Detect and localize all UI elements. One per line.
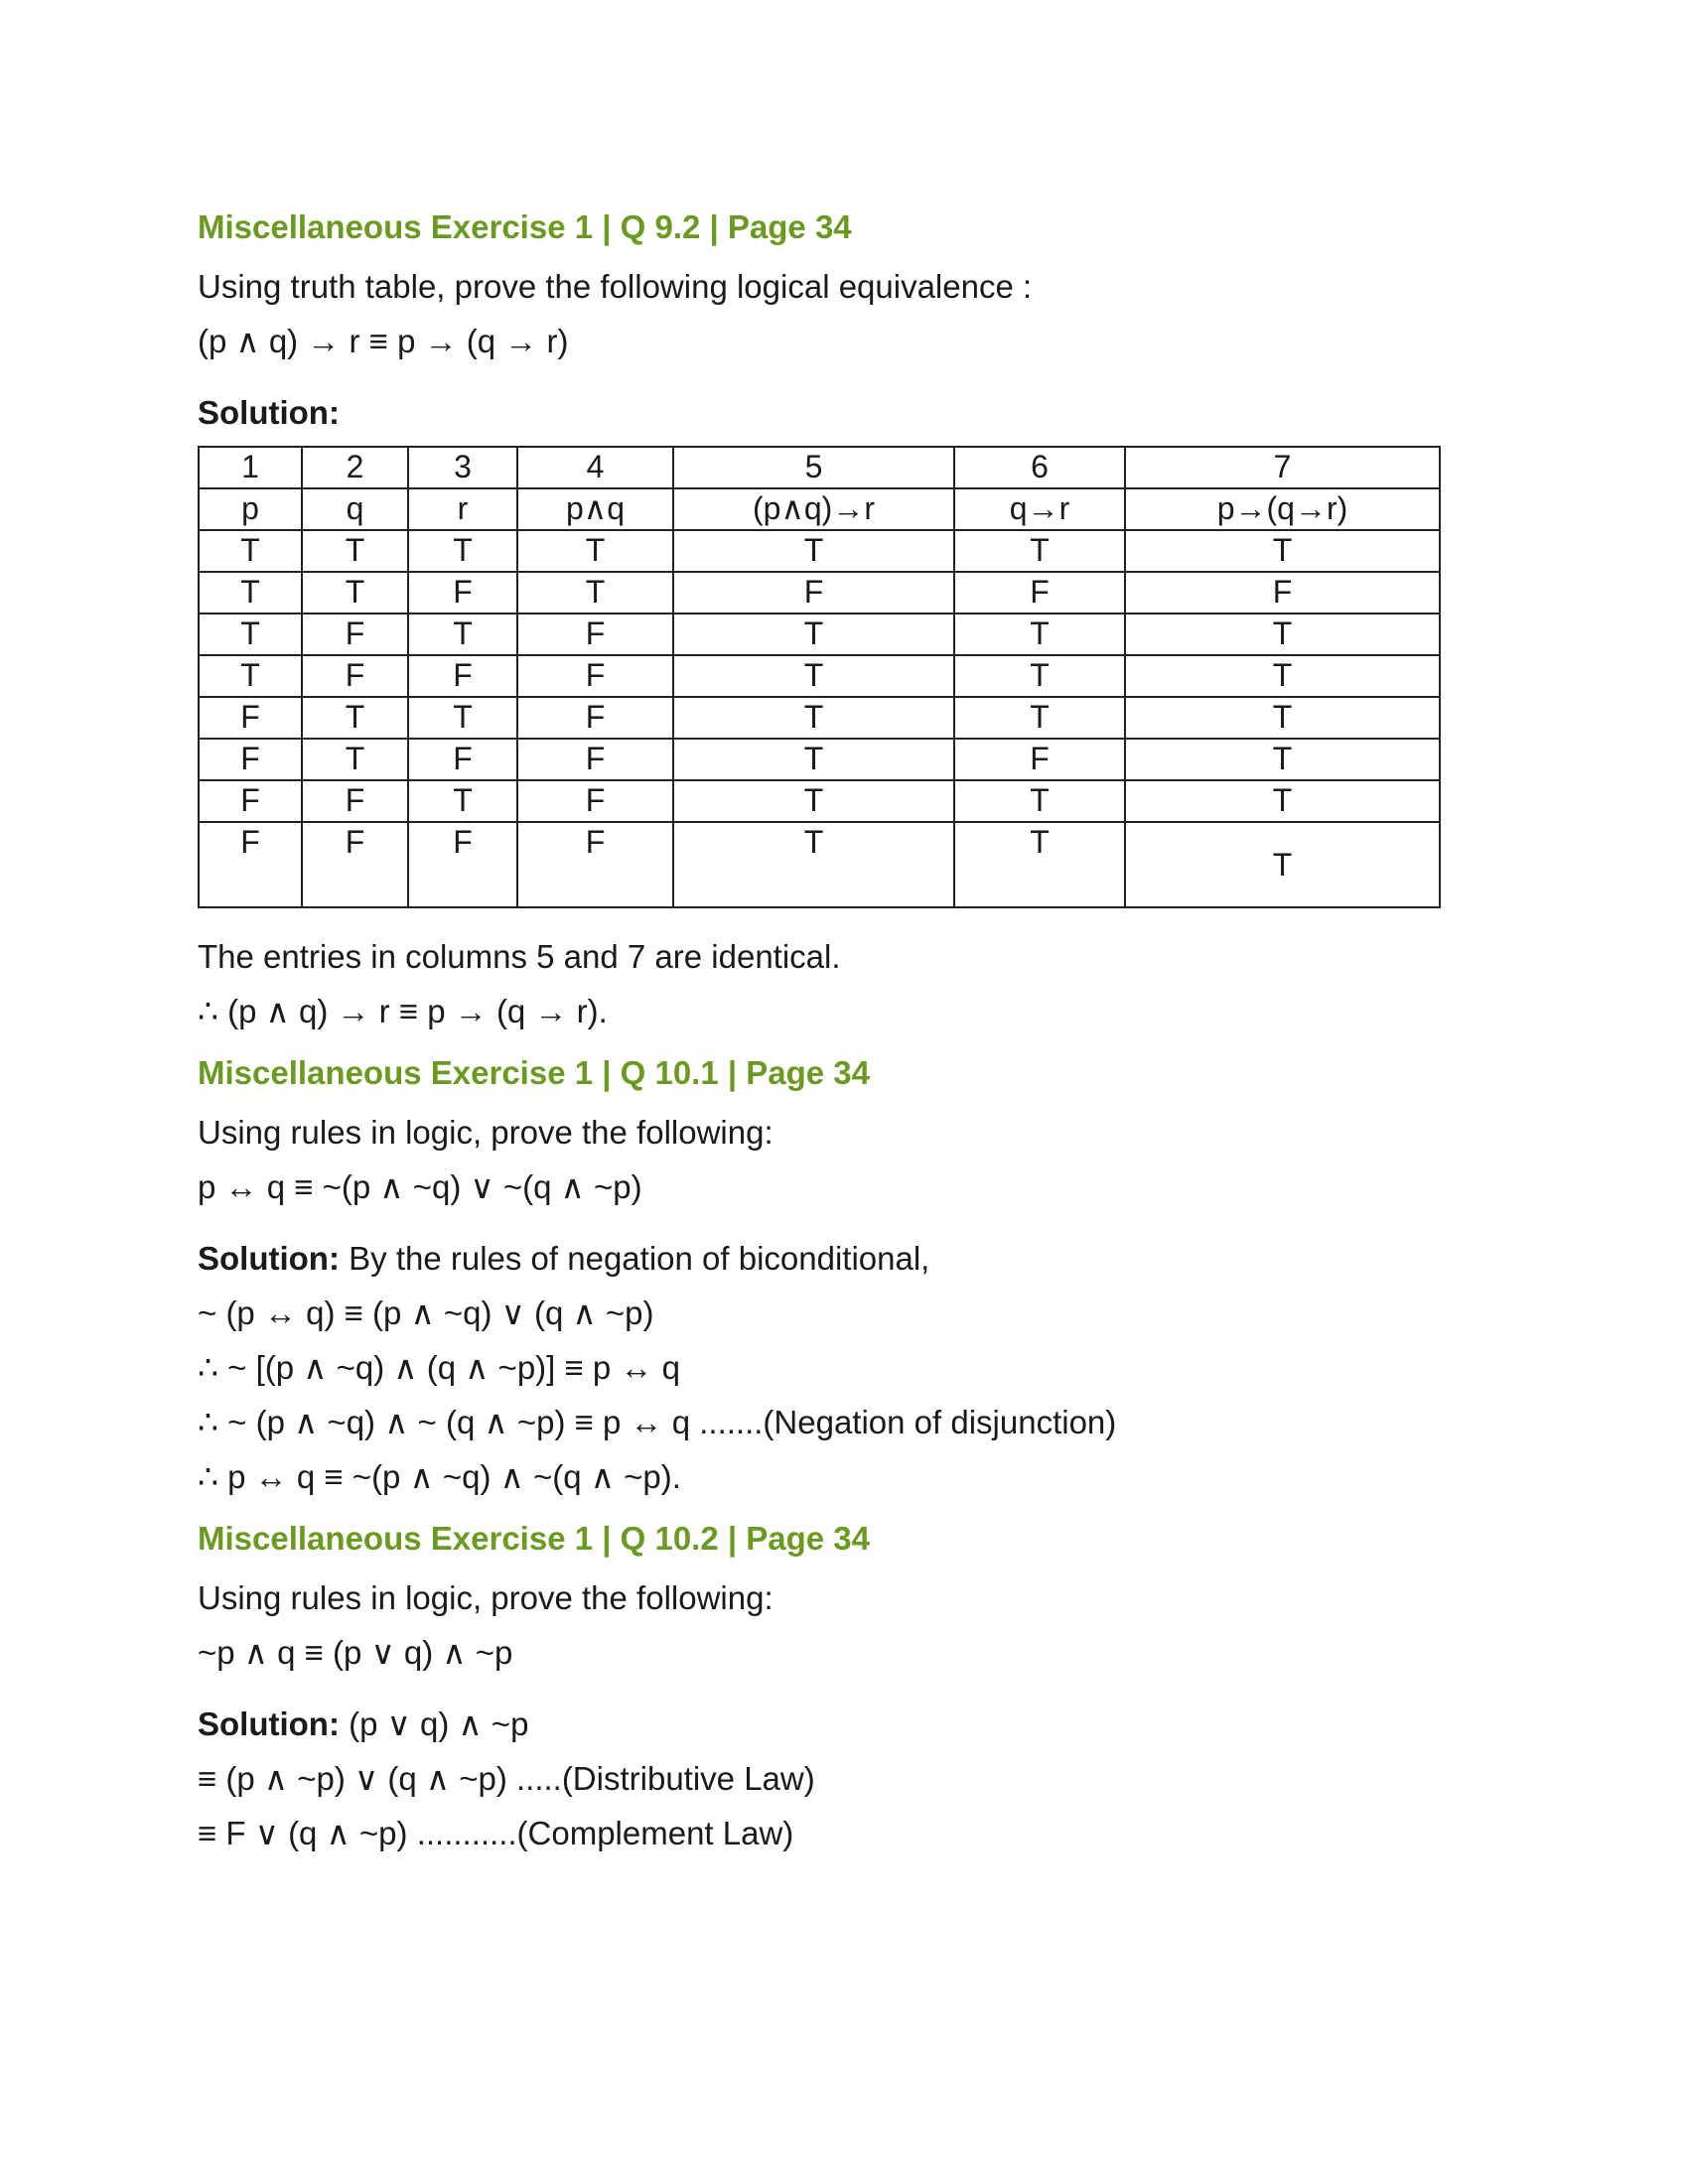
table-cell: F xyxy=(517,739,673,780)
table-cell: T xyxy=(302,530,408,572)
table-row xyxy=(199,572,1440,614)
column-header: q→r xyxy=(954,488,1125,530)
table-cell: T xyxy=(199,655,302,697)
table-cell: F xyxy=(302,780,408,822)
table-cell: T xyxy=(1125,530,1440,572)
table-cell: F xyxy=(302,655,408,697)
table-cell: F xyxy=(199,822,302,907)
column-header: p→(q→r) xyxy=(1125,488,1440,530)
table-cell: F xyxy=(302,822,408,907)
question-prompt: Using truth table, prove the following logical equivalence : xyxy=(198,268,1033,305)
table-cell: T xyxy=(1125,780,1440,822)
table-cell: T xyxy=(954,822,1125,907)
table-cell: F xyxy=(302,614,408,655)
section-heading: Miscellaneous Exercise 1 | Q 10.2 | Page 34 xyxy=(198,1520,871,1557)
column-header: p xyxy=(199,488,302,530)
table-cell: T xyxy=(673,822,954,907)
column-header: p∧q xyxy=(517,488,673,530)
column-number: 2 xyxy=(302,447,408,488)
table-cell: F xyxy=(517,780,673,822)
table-cell: T xyxy=(673,780,954,822)
table-cell: T xyxy=(302,572,408,614)
conclusion-text: The entries in columns 5 and 7 are identical. xyxy=(198,938,841,975)
table-cell: T xyxy=(673,739,954,780)
section-q10-1 xyxy=(198,1052,1488,1498)
table-cell: T xyxy=(954,780,1125,822)
column-number: 3 xyxy=(408,447,517,488)
table-cell: T xyxy=(954,655,1125,697)
table-row xyxy=(199,697,1440,739)
column-number: 5 xyxy=(673,447,954,488)
table-cell: T xyxy=(302,739,408,780)
table-cell: T xyxy=(408,697,517,739)
table-cell: T xyxy=(199,572,302,614)
question-statement: p ↔ q ≡ ~(p ∧ ~q) ∨ ~(q ∧ ~p) xyxy=(198,1168,642,1205)
solution-intro xyxy=(198,1238,1488,1280)
table-cell: T xyxy=(1125,614,1440,655)
solution-label: Solution: xyxy=(198,1706,340,1742)
table-cell: T xyxy=(1125,655,1440,697)
solution-text: (p ∨ q) ∧ ~p xyxy=(339,1706,529,1742)
table-cell: T xyxy=(673,530,954,572)
table-row xyxy=(199,780,1440,822)
question-prompt: Using rules in logic, prove the following: xyxy=(198,1114,774,1151)
solution-label: Solution: xyxy=(198,394,340,431)
table-row xyxy=(199,739,1440,780)
solution-step: ≡ (p ∧ ~p) ∨ (q ∧ ~p) .....(Distributive Law) xyxy=(198,1760,815,1797)
conclusion-result: ∴ (p ∧ q) → r ≡ p → (q → r). xyxy=(198,993,608,1029)
column-header: (p∧q)→r xyxy=(673,488,954,530)
table-cell: F xyxy=(673,572,954,614)
column-number: 7 xyxy=(1125,447,1440,488)
table-cell: T xyxy=(408,780,517,822)
solution-step: ∴ ~ [(p ∧ ~q) ∧ (q ∧ ~p)] ≡ p ↔ q xyxy=(198,1349,680,1386)
table-cell: T xyxy=(954,614,1125,655)
solution-label: Solution: xyxy=(198,1240,340,1277)
document-content xyxy=(198,206,1488,1867)
solution-step: ∴ ~ (p ∧ ~q) ∧ ~ (q ∧ ~p) ≡ p ↔ q .......(Negation of disjunction) xyxy=(198,1404,1117,1440)
table-cell: F xyxy=(408,572,517,614)
table-column-numbers-row xyxy=(199,447,1440,488)
solution-step: ~ (p ↔ q) ≡ (p ∧ ~q) ∨ (q ∧ ~p) xyxy=(198,1295,654,1331)
table-cell: T xyxy=(302,697,408,739)
table-header-row xyxy=(199,488,1440,530)
table-cell: F xyxy=(1125,572,1440,614)
table-cell: T xyxy=(673,697,954,739)
table-cell: T xyxy=(673,614,954,655)
table-cell: T xyxy=(199,614,302,655)
column-number: 1 xyxy=(199,447,302,488)
table-cell: F xyxy=(517,697,673,739)
question-statement: (p ∧ q) → r ≡ p → (q → r) xyxy=(198,323,569,359)
solution-step: ∴ p ↔ q ≡ ~(p ∧ ~q) ∧ ~(q ∧ ~p). xyxy=(198,1458,681,1495)
section-heading: Miscellaneous Exercise 1 | Q 10.1 | Page 34 xyxy=(198,1054,871,1091)
column-number: 6 xyxy=(954,447,1125,488)
section-q10-2 xyxy=(198,1518,1488,1854)
table-cell: T xyxy=(517,572,673,614)
table-cell: F xyxy=(199,780,302,822)
table-cell: F xyxy=(954,572,1125,614)
solution-intro xyxy=(198,1704,1488,1745)
table-cell: F xyxy=(517,822,673,907)
solution-text: By the rules of negation of biconditional, xyxy=(339,1240,930,1277)
table-cell: F xyxy=(408,822,517,907)
solution-step: ≡ F ∨ (q ∧ ~p) ...........(Complement Law) xyxy=(198,1815,794,1851)
column-number: 4 xyxy=(517,447,673,488)
table-cell: F xyxy=(517,614,673,655)
table-cell: F xyxy=(517,655,673,697)
table-row xyxy=(199,530,1440,572)
table-cell: T xyxy=(673,655,954,697)
table-cell: T xyxy=(1125,822,1440,907)
table-cell: F xyxy=(954,739,1125,780)
truth-table xyxy=(198,446,1441,908)
section-q9-2 xyxy=(198,206,1488,1032)
table-cell: T xyxy=(408,530,517,572)
table-row xyxy=(199,614,1440,655)
table-cell: T xyxy=(199,530,302,572)
table-cell: T xyxy=(1125,739,1440,780)
table-cell: F xyxy=(408,655,517,697)
table-cell: T xyxy=(517,530,673,572)
table-cell: T xyxy=(954,530,1125,572)
column-header: r xyxy=(408,488,517,530)
column-header: q xyxy=(302,488,408,530)
section-heading: Miscellaneous Exercise 1 | Q 9.2 | Page 34 xyxy=(198,208,852,245)
table-cell: T xyxy=(408,614,517,655)
table-cell: F xyxy=(199,739,302,780)
table-cell: T xyxy=(1125,697,1440,739)
table-cell: F xyxy=(199,697,302,739)
table-cell: T xyxy=(954,697,1125,739)
table-row xyxy=(199,655,1440,697)
question-prompt: Using rules in logic, prove the following: xyxy=(198,1579,774,1616)
question-statement: ~p ∧ q ≡ (p ∨ q) ∧ ~p xyxy=(198,1634,513,1671)
table-cell: F xyxy=(408,739,517,780)
table-row xyxy=(199,822,1440,907)
